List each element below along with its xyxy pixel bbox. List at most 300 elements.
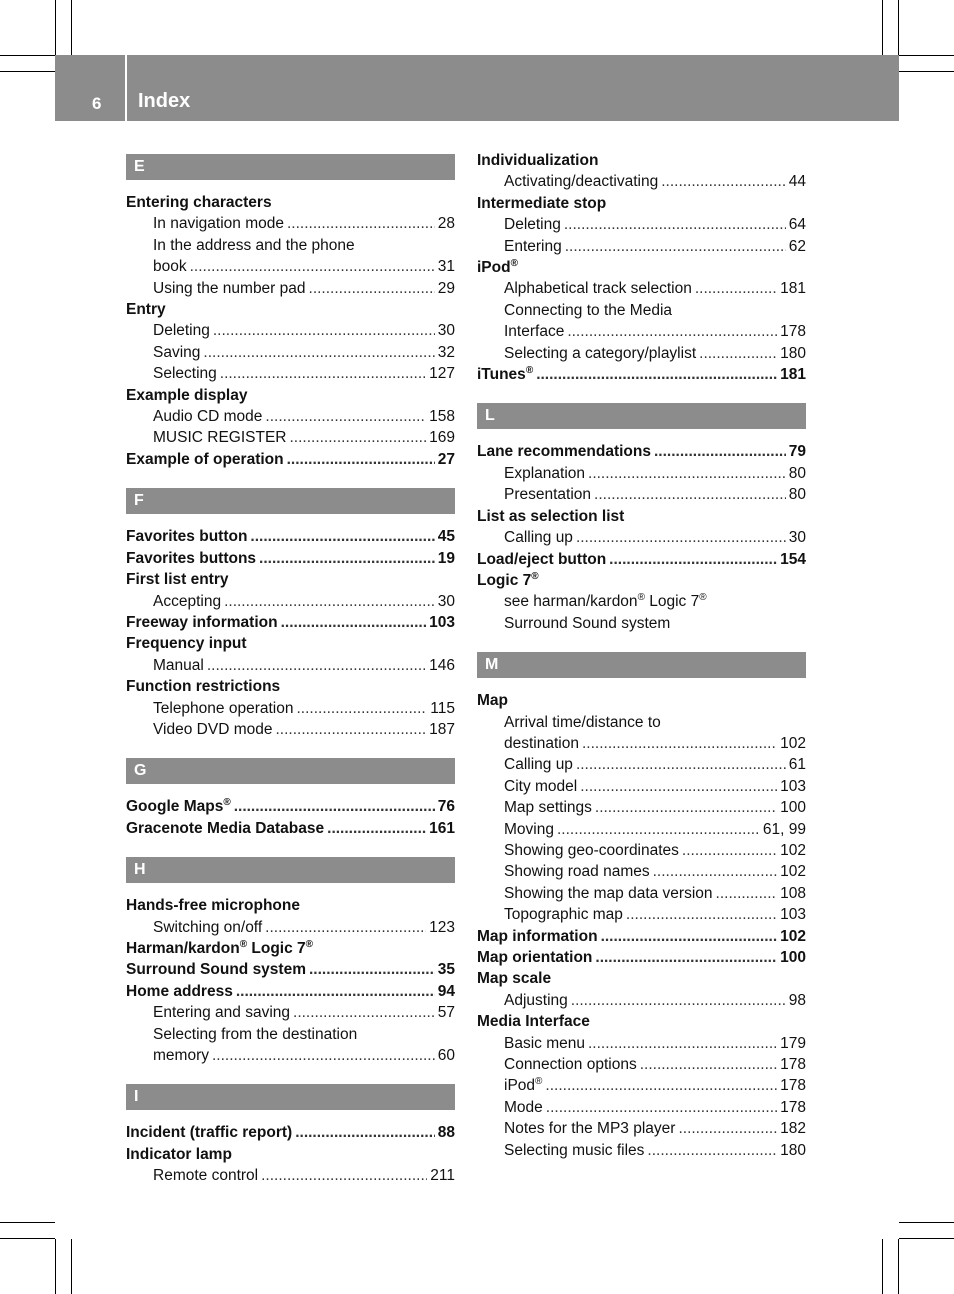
index-subentry	[477, 527, 806, 548]
index-subentry	[477, 883, 806, 904]
index-subentry	[477, 861, 806, 882]
index-subentry	[477, 463, 806, 484]
leader-dots	[234, 796, 435, 817]
entry-row	[504, 321, 806, 342]
leader-dots	[546, 1097, 777, 1118]
entry-label: Home address	[126, 982, 233, 1000]
entry-row	[126, 192, 455, 213]
page-ref: 30	[437, 322, 455, 340]
leader-dots	[588, 1033, 777, 1054]
entry-row	[504, 904, 806, 925]
entry-row	[504, 527, 806, 548]
registered-mark: ®	[305, 938, 314, 950]
spacer	[126, 1066, 455, 1084]
entry-row	[504, 754, 806, 775]
spacer	[126, 180, 455, 192]
entry-label: memory	[153, 1047, 209, 1064]
entry-label: Lane recommendations	[477, 443, 651, 461]
spacer	[126, 740, 455, 758]
spacer	[477, 429, 806, 441]
entry-label: Showing the map data version	[504, 884, 713, 902]
index-entry	[477, 968, 806, 989]
entry-row	[504, 776, 806, 797]
index-subentry	[126, 256, 455, 277]
entry-label: Map information	[477, 927, 598, 945]
entry-label: Selecting	[153, 365, 217, 383]
index-subentry	[477, 1033, 806, 1054]
registered-mark: ®	[223, 797, 231, 809]
registered-mark: ®	[637, 592, 645, 604]
crop-mark	[898, 0, 899, 55]
page-ref: 102	[780, 927, 806, 945]
page-ref: 102	[780, 734, 806, 752]
entry-label: Switching on/off	[153, 918, 263, 936]
entry-row	[126, 299, 455, 320]
crop-mark	[55, 1239, 56, 1294]
page-ref: 29	[437, 279, 455, 297]
entry-row	[153, 427, 455, 448]
index-subentry	[126, 235, 455, 256]
entry-label: Telephone operation	[153, 699, 294, 717]
entry-row	[126, 938, 455, 959]
spacer	[126, 1110, 455, 1122]
entry-label: Activating/deactivating	[504, 173, 659, 191]
entry-label: In navigation mode	[153, 215, 284, 233]
entry-row	[504, 343, 806, 364]
page-ref: 88	[437, 1124, 455, 1142]
entry-label: Logic 7®	[477, 570, 539, 589]
page-ref: 103	[780, 906, 806, 924]
leader-dots	[582, 733, 777, 754]
leader-dots	[640, 1054, 777, 1075]
page-ref: 178	[780, 1056, 806, 1074]
spacer	[126, 784, 455, 796]
index-subentry	[477, 754, 806, 775]
entry-row	[504, 861, 806, 882]
entry-label: MUSIC REGISTER	[153, 429, 287, 447]
index-entry	[477, 926, 806, 947]
leader-dots	[220, 363, 426, 384]
leader-dots	[275, 719, 426, 740]
entry-row	[126, 633, 455, 654]
entry-label: Favorites button	[126, 528, 248, 546]
index-subentry	[126, 363, 455, 384]
entry-label: Entering and saving	[153, 1004, 291, 1022]
index-subentry	[477, 797, 806, 818]
index-subentry	[126, 698, 455, 719]
entry-label: Selecting a category/playlist	[504, 344, 697, 362]
entry-label: Surround Sound system	[126, 961, 306, 979]
leader-dots	[653, 861, 778, 882]
leader-dots	[576, 754, 786, 775]
page-ref: 35	[437, 961, 455, 979]
index-subentry	[477, 1054, 806, 1075]
spacer	[477, 634, 806, 652]
index-entry	[126, 449, 455, 470]
index-column-left	[126, 150, 455, 1187]
entry-label: Accepting	[153, 592, 222, 610]
index-subentry	[477, 214, 806, 235]
leader-dots	[287, 213, 435, 234]
entry-row	[126, 612, 455, 633]
entry-row	[153, 213, 455, 234]
entry-row	[153, 1024, 455, 1045]
entry-row	[477, 926, 806, 947]
entry-label: Presentation	[504, 486, 592, 504]
leader-dots	[327, 818, 426, 839]
leader-dots	[545, 1075, 777, 1096]
index-entry	[126, 1144, 455, 1165]
entry-row	[153, 655, 455, 676]
page-ref: 79	[788, 443, 806, 461]
index-entry	[126, 959, 455, 980]
leader-dots	[265, 917, 426, 938]
entry-row	[504, 278, 806, 299]
entry-label: Showing geo-coordinates	[504, 841, 679, 859]
page-ref: 28	[437, 215, 455, 233]
entry-label: Incident (traffic report)	[126, 1124, 293, 1142]
registered-mark: ®	[239, 938, 248, 950]
entry-label: Intermediate stop	[477, 194, 607, 212]
entry-row	[153, 591, 455, 612]
entry-row	[126, 385, 455, 406]
leader-dots	[699, 343, 777, 364]
page-ref: 115	[430, 699, 455, 717]
leader-dots	[281, 612, 427, 633]
page-ref: 169	[429, 429, 455, 447]
entry-label: Connection options	[504, 1056, 637, 1074]
entry-row	[126, 1122, 455, 1143]
crop-mark	[882, 0, 883, 55]
page-ref: 32	[437, 343, 455, 361]
entry-label: Topographic map	[504, 906, 623, 924]
index-subentry	[126, 719, 455, 740]
leader-dots	[190, 256, 435, 277]
page-header	[55, 55, 899, 121]
entry-row	[477, 257, 806, 278]
entry-label: Function restrictions	[126, 678, 281, 696]
page-ref: 178	[780, 323, 806, 341]
entry-row	[477, 570, 806, 591]
entry-label: Basic menu	[504, 1034, 585, 1052]
entry-row	[504, 1033, 806, 1054]
crop-mark	[0, 55, 55, 56]
entry-label: Interface	[504, 323, 565, 341]
entry-label: Map settings	[504, 799, 592, 817]
entry-row	[153, 1002, 455, 1023]
entry-row	[504, 463, 806, 484]
entry-row	[504, 236, 806, 257]
entry-row	[126, 959, 455, 980]
index-subentry	[477, 1118, 806, 1139]
entry-label: Calling up	[504, 756, 573, 774]
entry-label: Gracenote Media Database	[126, 819, 325, 837]
index-subentry	[126, 213, 455, 234]
entry-label: Load/eject button	[477, 550, 607, 568]
index-entry	[477, 150, 806, 171]
entry-row	[153, 1165, 455, 1186]
page-ref: 30	[788, 529, 806, 547]
index-subentry	[477, 484, 806, 505]
entry-label: Individualization	[477, 152, 599, 169]
index-entry	[477, 549, 806, 570]
entry-row	[477, 549, 806, 570]
index-subentry	[126, 1002, 455, 1023]
page-ref: 179	[780, 1034, 806, 1052]
entry-row	[504, 1118, 806, 1139]
entry-row	[477, 150, 806, 171]
index-subentry	[477, 776, 806, 797]
leader-dots	[565, 236, 786, 257]
page-ref: 182	[780, 1120, 806, 1138]
entry-row	[153, 698, 455, 719]
entry-label: Map orientation	[477, 949, 593, 966]
entry-label: iPod®	[504, 1076, 543, 1095]
index-subentry	[477, 1075, 806, 1096]
page-ref: 62	[788, 237, 806, 255]
index-subentry	[477, 904, 806, 925]
page-ref: 76	[437, 798, 455, 816]
entry-label: Manual	[153, 656, 204, 674]
entry-row	[153, 256, 455, 277]
page-ref: 64	[788, 216, 806, 234]
page-ref: 158	[429, 408, 455, 426]
index-entry	[126, 633, 455, 654]
index-subentry	[126, 1045, 455, 1066]
entry-row	[504, 1140, 806, 1161]
registered-mark: ®	[699, 592, 707, 604]
leader-dots	[588, 463, 786, 484]
leader-dots	[601, 926, 778, 947]
crop-mark	[55, 0, 56, 55]
entry-row	[126, 895, 455, 916]
entry-row	[126, 676, 455, 697]
leader-dots	[309, 959, 435, 980]
entry-label: Freeway information	[126, 613, 278, 631]
index-subentry	[477, 1097, 806, 1118]
leader-dots	[207, 655, 426, 676]
index-entry	[477, 441, 806, 462]
page-ref: 123	[429, 918, 455, 936]
page-ref: 27	[437, 450, 455, 468]
leader-dots	[295, 1122, 435, 1143]
section-letter-bar: M	[477, 652, 806, 678]
index-entry	[126, 938, 455, 959]
leader-dots	[557, 819, 760, 840]
leader-dots	[564, 214, 786, 235]
entry-label: Showing road names	[504, 863, 650, 881]
page-ref: 108	[780, 884, 806, 902]
index-subentry	[477, 819, 806, 840]
index-entry	[126, 895, 455, 916]
entry-row	[153, 719, 455, 740]
leader-dots	[259, 548, 435, 569]
spacer	[477, 385, 806, 403]
index-entry	[126, 981, 455, 1002]
leader-dots	[536, 364, 777, 385]
spacer	[126, 514, 455, 526]
section-letter-bar: L	[477, 403, 806, 429]
crop-mark	[898, 1239, 899, 1294]
entry-label: Video DVD mode	[153, 720, 273, 738]
leader-dots	[595, 797, 777, 818]
entry-row	[126, 1144, 455, 1165]
leader-dots	[213, 320, 435, 341]
index-subentry	[477, 613, 806, 634]
entry-row	[153, 406, 455, 427]
entry-row	[126, 818, 455, 839]
entry-label: Adjusting	[504, 991, 568, 1009]
entry-label: Notes for the MP3 player	[504, 1120, 676, 1138]
page-ref: 103	[429, 613, 455, 631]
index-subentry	[477, 278, 806, 299]
entry-row	[477, 441, 806, 462]
entry-row	[126, 526, 455, 547]
index-subentry	[126, 591, 455, 612]
page-ref: 61, 99	[762, 820, 806, 838]
leader-dots	[309, 278, 435, 299]
entry-label: Selecting music files	[504, 1141, 645, 1159]
index-subentry	[477, 990, 806, 1011]
index-subentry	[477, 236, 806, 257]
entry-row	[504, 1054, 806, 1075]
index-subentry	[477, 1140, 806, 1161]
index-subentry	[477, 591, 806, 612]
entry-row	[153, 363, 455, 384]
page-ref: 57	[437, 1004, 455, 1022]
entry-label: Media Interface	[477, 1013, 590, 1031]
index-entry	[126, 818, 455, 839]
entry-label: Saving	[153, 343, 201, 361]
crop-mark	[0, 1222, 55, 1223]
registered-mark: ®	[531, 570, 539, 582]
page-ref: 180	[780, 1141, 806, 1159]
index-entry	[477, 257, 806, 278]
index-entry	[477, 506, 806, 527]
entry-row	[504, 171, 806, 192]
registered-mark: ®	[525, 364, 534, 376]
entry-label: City model	[504, 777, 578, 795]
crop-mark	[899, 1222, 954, 1223]
page-ref: 102	[780, 841, 806, 859]
leader-dots	[594, 484, 786, 505]
entry-row	[477, 947, 806, 968]
page-ref: 181	[780, 366, 806, 384]
entry-row	[153, 320, 455, 341]
section-letter-bar: I	[126, 1084, 455, 1110]
entry-label: Example of operation	[126, 450, 284, 468]
entry-label: Indicator lamp	[126, 1145, 232, 1163]
leader-dots	[289, 427, 426, 448]
registered-mark: ®	[535, 1076, 543, 1088]
entry-label: First list entry	[126, 571, 229, 589]
entry-label: Moving	[504, 820, 554, 838]
entry-row	[477, 506, 806, 527]
index-subentry	[126, 278, 455, 299]
entry-label: Audio CD mode	[153, 408, 263, 426]
leader-dots	[212, 1045, 435, 1066]
spacer	[126, 883, 455, 895]
crop-mark	[882, 1239, 883, 1294]
index-entry	[126, 526, 455, 547]
index-subentry	[126, 406, 455, 427]
page-ref: 60	[437, 1047, 455, 1064]
entry-label: Harman/kardon® Logic 7®	[126, 938, 314, 957]
entry-label: Entering characters	[126, 194, 272, 211]
index-subentry	[477, 171, 806, 192]
entry-label: Favorites buttons	[126, 549, 257, 567]
entry-label: Arrival time/distance to	[504, 713, 661, 731]
entry-label: destination	[504, 734, 579, 752]
entry-label: Google Maps®	[126, 797, 231, 816]
index-column-right	[477, 150, 806, 1161]
entry-row	[477, 1011, 806, 1032]
entry-label: Deleting	[504, 216, 561, 234]
entry-label: Entry	[126, 301, 166, 319]
page-ref: 98	[788, 991, 806, 1009]
entry-label: Surround Sound system	[504, 614, 671, 632]
entry-row	[504, 214, 806, 235]
entry-row	[504, 1075, 806, 1096]
section-letter-bar: E	[126, 154, 455, 180]
page-ref: 45	[437, 528, 455, 546]
entry-label: Frequency input	[126, 635, 247, 653]
entry-row	[153, 1045, 455, 1066]
leader-dots	[626, 904, 777, 925]
page-ref: 100	[780, 799, 806, 817]
index-entry	[126, 676, 455, 697]
leader-dots	[580, 776, 777, 797]
registered-mark: ®	[510, 257, 518, 269]
page-ref: 178	[780, 1098, 806, 1116]
entry-row	[153, 235, 455, 256]
spacer	[126, 470, 455, 488]
entry-row	[504, 797, 806, 818]
page-number: 6	[92, 94, 102, 113]
index-entry	[477, 193, 806, 214]
crop-mark	[899, 71, 954, 72]
section-letter-bar: H	[126, 857, 455, 883]
entry-row	[504, 300, 806, 321]
leader-dots	[250, 526, 434, 547]
index-subentry	[126, 1024, 455, 1045]
entry-label: Deleting	[153, 322, 210, 340]
crop-mark	[0, 71, 55, 72]
entry-row	[504, 819, 806, 840]
entry-row	[504, 712, 806, 733]
index-subentry	[126, 342, 455, 363]
page-ref: 181	[780, 280, 806, 298]
leader-dots	[265, 406, 426, 427]
entry-row	[477, 690, 806, 711]
page-ref: 102	[780, 863, 806, 881]
entry-label: Calling up	[504, 529, 573, 547]
index-entry	[477, 1011, 806, 1032]
index-subentry	[477, 840, 806, 861]
entry-row	[504, 1097, 806, 1118]
entry-label: iPod®	[477, 257, 518, 277]
index-subentry	[126, 1165, 455, 1186]
page-ref: 30	[437, 592, 455, 610]
entry-row	[504, 990, 806, 1011]
index-entry	[126, 796, 455, 817]
entry-row	[477, 193, 806, 214]
index-subentry	[126, 320, 455, 341]
entry-row	[153, 342, 455, 363]
page-ref: 161	[429, 819, 455, 837]
leader-dots	[287, 449, 435, 470]
index-entry	[477, 364, 806, 385]
